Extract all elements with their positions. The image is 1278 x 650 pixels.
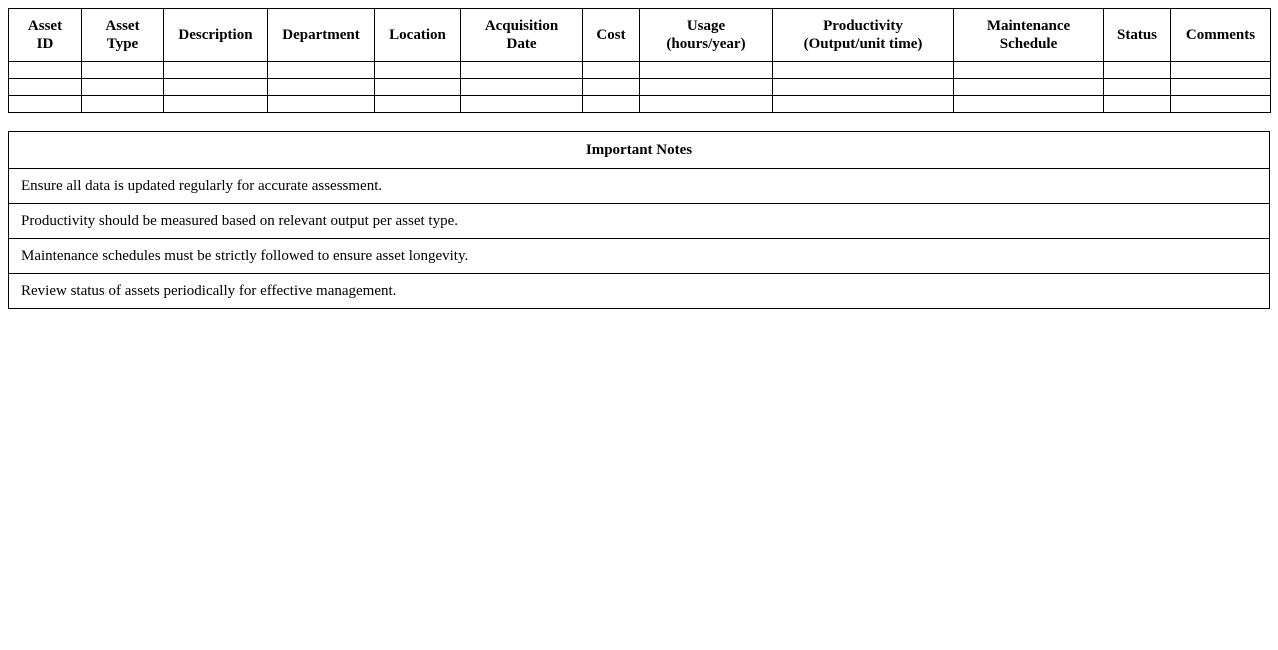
header-asset-type: Asset Type [82, 9, 164, 62]
table-cell[interactable] [640, 79, 773, 96]
header-asset-id: Asset ID [9, 9, 82, 62]
table-cell[interactable] [640, 96, 773, 113]
table-cell[interactable] [9, 96, 82, 113]
note-text: Productivity should be measured based on relevant output per asset type. [9, 204, 1270, 239]
notes-header-row [9, 132, 1270, 169]
table-cell[interactable] [583, 62, 640, 79]
list-item [9, 169, 1270, 204]
header-location: Location [375, 9, 461, 62]
header-description: Description [164, 9, 268, 62]
header-status: Status [1104, 9, 1171, 62]
table-cell[interactable] [1171, 79, 1271, 96]
list-item [9, 204, 1270, 239]
table-cell[interactable] [375, 79, 461, 96]
header-acquisition-date: Acquisition Date [461, 9, 583, 62]
table-cell[interactable] [82, 62, 164, 79]
table-cell[interactable] [461, 62, 583, 79]
table-cell[interactable] [1171, 96, 1271, 113]
table-cell[interactable] [773, 62, 954, 79]
table-cell[interactable] [640, 62, 773, 79]
notes-title: Important Notes [9, 132, 1270, 169]
header-comments: Comments [1171, 9, 1271, 62]
table-cell[interactable] [773, 79, 954, 96]
table-cell[interactable] [375, 96, 461, 113]
table-cell[interactable] [954, 79, 1104, 96]
table-cell[interactable] [773, 96, 954, 113]
table-cell[interactable] [1171, 62, 1271, 79]
list-item [9, 239, 1270, 274]
table-cell[interactable] [9, 62, 82, 79]
document [8, 8, 1270, 309]
table-cell[interactable] [461, 96, 583, 113]
header-cost: Cost [583, 9, 640, 62]
table-cell[interactable] [1104, 79, 1171, 96]
important-notes-table [8, 131, 1270, 309]
header-usage: Usage (hours/year) [640, 9, 773, 62]
note-text: Maintenance schedules must be strictly followed to ensure asset longevity. [9, 239, 1270, 274]
table-cell[interactable] [1104, 62, 1171, 79]
note-text: Review status of assets periodically for effective management. [9, 274, 1270, 309]
table-cell[interactable] [375, 62, 461, 79]
table-cell[interactable] [82, 96, 164, 113]
asset-table [8, 8, 1271, 113]
table-cell[interactable] [268, 96, 375, 113]
table-row [9, 79, 1271, 96]
table-cell[interactable] [583, 96, 640, 113]
note-text: Ensure all data is updated regularly for accurate assessment. [9, 169, 1270, 204]
table-cell[interactable] [1104, 96, 1171, 113]
header-maintenance-schedule: Maintenance Schedule [954, 9, 1104, 62]
table-cell[interactable] [164, 96, 268, 113]
table-cell[interactable] [583, 79, 640, 96]
table-cell[interactable] [164, 62, 268, 79]
header-productivity: Productivity (Output/unit time) [773, 9, 954, 62]
table-cell[interactable] [9, 79, 82, 96]
table-cell[interactable] [164, 79, 268, 96]
table-cell[interactable] [268, 79, 375, 96]
header-department: Department [268, 9, 375, 62]
table-cell[interactable] [461, 79, 583, 96]
asset-table-header-row [9, 9, 1271, 62]
table-cell[interactable] [954, 62, 1104, 79]
list-item [9, 274, 1270, 309]
table-cell[interactable] [82, 79, 164, 96]
table-row [9, 96, 1271, 113]
table-cell[interactable] [954, 96, 1104, 113]
table-cell[interactable] [268, 62, 375, 79]
table-row [9, 62, 1271, 79]
